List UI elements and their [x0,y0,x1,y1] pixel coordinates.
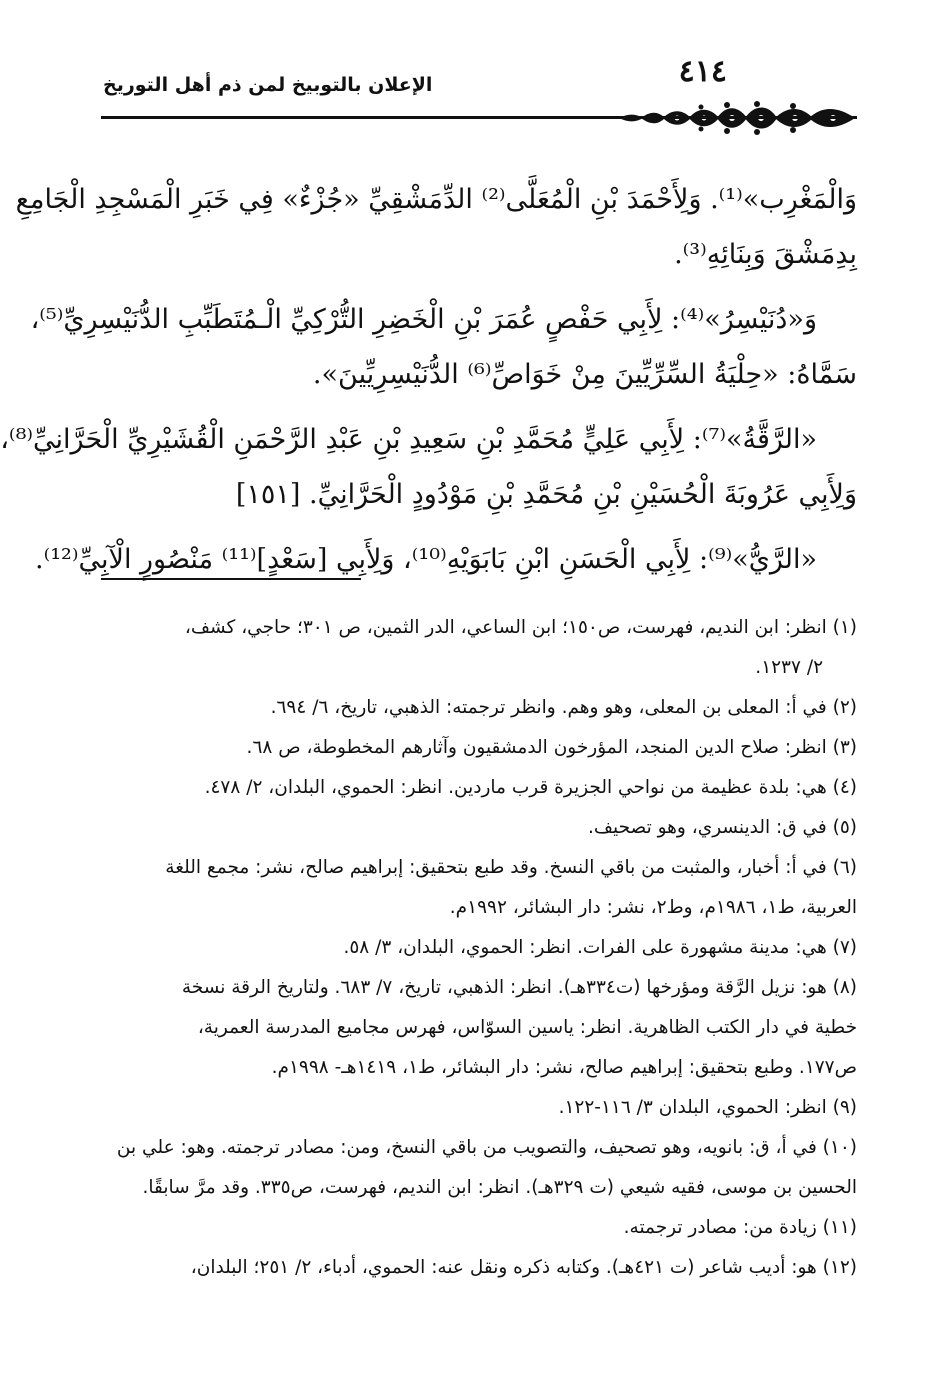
text-line: وَالْمَغْرِب»⁽¹⁾. وَلِأَحْمَدَ بْنِ الْمُعَلَّى⁽²⁾ الدِّمَشْقِيِّ «جُزْءٌ» فِي خَبَرِ الْمَسْجِدِ الْجَامِعِ [15,184,857,215]
footnote [101,968,857,1088]
footnote-line: خطية في دار الكتب الظاهرية. انظر: ياسين السوّاس، فهرس مجاميع المدرسة العمرية، [197,1017,857,1038]
footnote-line: (١١) زيادة من: مصادر ترجمته. [623,1217,857,1238]
footnote-line: (٩) انظر: الحموي، البلدان ٣/ ١١٦-١٢٢. [558,1097,857,1118]
text-line: «الرَّيُّ»⁽⁹⁾: لِأَبِي الْحَسَنِ ابْنِ بَابَوَيْهِ⁽¹⁰⁾، وَلِأَبِي [سَعْدٍ]⁽¹¹⁾ مَنْصُورٍ الْآبِيِّ⁽¹²⁾. [35,544,817,575]
main-text [0,172,857,597]
footnote-line: (٤) هي: بلدة عظيمة من نواحي الجزيرة قرب ماردين. انظر: الحموي، البلدان، ٢/ ٤٧٨. [204,777,857,798]
footnote [101,928,857,968]
footnote-line: العربية، ط١، ١٩٨٦م، وط٢، نشر: دار البشائر، ١٩٩٢م. [449,897,857,918]
footnote [101,768,857,808]
footnote-divider [101,578,361,580]
footnote-line: الحسين بن موسى، فقيه شيعي (ت ٣٢٩هـ). انظر: ابن النديم، فهرست، ص٣٣٥. وقد مرَّ سابقًا. [142,1177,857,1198]
text-line: بِدِمَشْقَ وَبِنَائِهِ⁽³⁾. [674,239,857,270]
footnote-line: ٢/ ١٢٣٧. [755,657,823,678]
text-line: «الرَّقَّةُ»⁽⁷⁾: لِأَبِي عَلِيٍّ مُحَمَّدِ بْنِ سَعِيدِ بْنِ عَبْدِ الرَّحْمَنِ الْقُشَيْرِيِّ الْحَرَّانِيِّ⁽⁸⁾، [0,424,817,455]
text-line: سَمَّاهُ: «حِلْيَةُ السِّرِّيِّينَ مِنْ خَوَاصِّ⁽⁶⁾ الدُّنَيْسِرِيِّينَ». [312,359,857,390]
footnote [101,808,857,848]
footnote-line: ص١٧٧. وطبع بتحقيق: إبراهيم صالح، نشر: دار البشائر، ط١، ١٤١٩هـ- ١٩٩٨م. [271,1057,857,1078]
footnote [101,1248,857,1288]
paragraph [30,292,857,402]
footnotes [101,608,857,1288]
footnote [101,728,857,768]
footnote [101,1088,857,1128]
text-line: وَلِأَبِي عَرُوبَةَ الْحُسَيْنِ بْنِ مُحَمَّدِ بْنِ مَوْدُودٍ الْحَرَّانِيِّ. [١٥١] [235,479,857,510]
footnote [101,608,857,688]
footnote [101,1128,857,1208]
footnote-line: (٥) في ق: الدينسري، وهو تصحيف. [587,817,857,838]
footnote-line: (٦) في أ: أخبار، والمثبت من باقي النسخ. وقد طبع بتحقيق: إبراهيم صالح، نشر: مجمع اللغة [165,857,857,878]
paragraph [15,172,857,282]
footnote [101,1208,857,1248]
footnote [101,848,857,928]
footnote-line: (٨) هو: نزيل الرَّقة ومؤرخها (ت٣٣٤هـ). انظر: الذهبي، تاريخ، ٧/ ٦٨٣. ولتاريخ الرقة نسخة [181,977,857,998]
footnote-line: (٧) هي: مدينة مشهورة على الفرات. انظر: الحموي، البلدان، ٣/ ٥٨. [343,937,857,958]
footnote-line: (١) انظر: ابن النديم، فهرست، ص١٥٠؛ ابن الساعي، الدر الثمين، ص ٣٠١؛ حاجي، كشف، [184,617,857,638]
footnote-line: (٢) في أ: المعلى بن المعلى، وهو وهم. وانظر ترجمته: الذهبي، تاريخ، ٦/ ٦٩٤. [270,697,857,718]
footnote-line: (٣) انظر: صلاح الدين المنجد، المؤرخون الدمشقيون وآثارهم المخطوطة، ص ٦٨. [246,737,857,758]
footnote-line: (١٠) في أ، ق: بانويه، وهو تصحيف، والتصويب من باقي النسخ، ومن: مصادر ترجمته. وهو: علي بن [116,1137,857,1158]
header-rule [101,116,857,119]
footnote-line: (١٢) هو: أديب شاعر (ت ٤٢١هـ). وكتابه ذكره ونقل عنه: الحموي، أدباء، ٢/ ٢٥١؛ البلدان، [190,1257,857,1278]
text-line: وَ«دُنَيْسِرُ»⁽⁴⁾: لِأَبِي حَفْصٍ عُمَرَ بْنِ الْخَضِرِ التُّرْكِيِّ الْـمُتَطَبِّبِ الدُّنَيْسِرِيِّ⁽⁵⁾، [30,304,817,335]
page-header [101,50,857,142]
running-title: الإعلان بالتوبيخ لمن ذم أهل التوريخ [103,74,433,96]
footnote [101,688,857,728]
paragraph [0,412,857,522]
page-number: ٤١٤ [678,54,727,89]
